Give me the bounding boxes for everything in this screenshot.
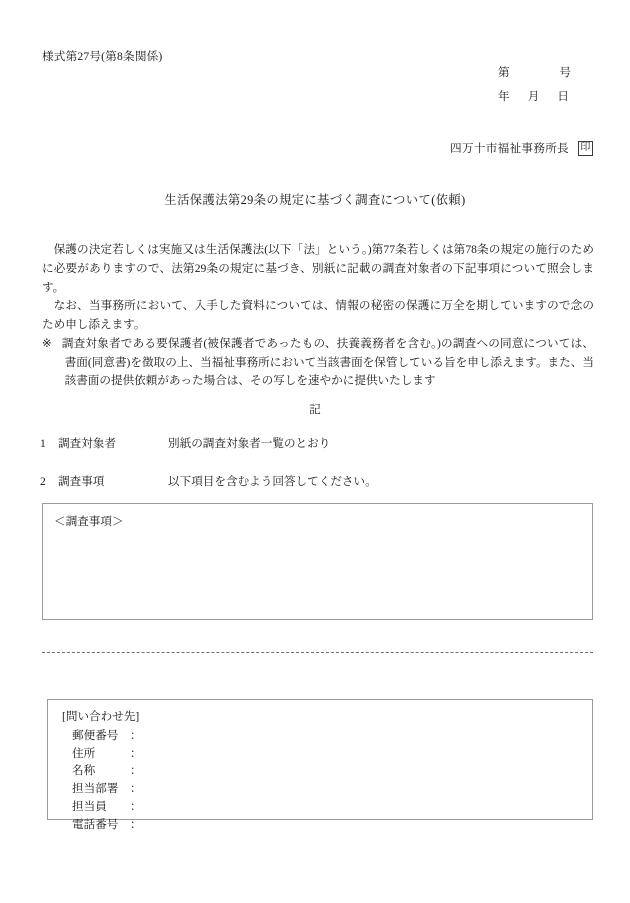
survey-items-label: ＜調査事項＞ xyxy=(54,515,124,528)
item-number: 2 xyxy=(40,475,46,488)
seal-icon: 印 xyxy=(578,141,593,156)
item-label: 調査事項 xyxy=(58,475,105,488)
addressee-line xyxy=(450,140,593,156)
form-number: 様式第27号(第8条関係) xyxy=(42,50,163,63)
number-suffix: 号 xyxy=(559,66,571,79)
page-title: 生活保護法第29条の規定に基づく調査について(依頼) xyxy=(164,193,466,207)
contact-field-colon: ： xyxy=(130,799,142,813)
contact-box xyxy=(47,699,593,831)
ki-marker: 記 xyxy=(309,403,321,416)
document-number-block xyxy=(470,64,595,104)
date-month-label: 月 xyxy=(527,90,540,103)
contact-field-label: 担当部署 xyxy=(72,782,119,796)
note-text: 調査対象者である要保護者(被保護者であったもの、扶養義務者を含む。)の調査への同意については、書面(同意書)を徴取の上、当福祉事務所において当該書面を保管している旨を申し添えます。また、当該書面の提供依頼があった場合は、その写しを速やかに提供いたします xyxy=(61,336,594,388)
note-mark: ※ xyxy=(42,336,62,350)
item-value: 以下項目を含むよう回答してください。 xyxy=(168,475,377,488)
item-label: 調査対象者 xyxy=(58,437,116,450)
date-year-label: 年 xyxy=(498,90,510,103)
document-number-line xyxy=(470,64,595,80)
item-list xyxy=(40,435,592,511)
list-item xyxy=(72,762,592,780)
date-day-label: 日 xyxy=(557,90,569,103)
list-item xyxy=(72,798,592,816)
item-value: 別紙の調査対象者一覧のとおり xyxy=(168,437,331,450)
contact-field-label: 名称 xyxy=(72,764,96,778)
contact-field-colon: ： xyxy=(130,729,142,742)
number-prefix: 第 xyxy=(498,66,510,79)
list-item xyxy=(72,745,592,763)
paragraph-2: なお、当事務所において、入手した資料については、情報の秘密の保護に万全を期していますので念のため申し添えます。 xyxy=(42,299,594,332)
contact-field-label: 住所 xyxy=(72,746,96,760)
table-row xyxy=(40,473,592,489)
list-item xyxy=(72,816,592,834)
contact-field-list xyxy=(62,727,592,833)
contact-title: [問い合わせ先] xyxy=(62,710,140,723)
body-text xyxy=(42,241,594,403)
contact-field-colon: ： xyxy=(130,817,142,831)
contact-field-label: 郵便番号 xyxy=(72,729,119,742)
item-number: 1 xyxy=(40,437,46,450)
contact-field-label: 担当員 xyxy=(72,799,107,813)
list-item xyxy=(72,780,592,798)
contact-field-label: 電話番号 xyxy=(72,817,119,831)
addressee-name: 四万十市福祉事務所長 xyxy=(450,142,569,155)
note-paragraph xyxy=(42,335,594,391)
survey-items-box[interactable] xyxy=(42,503,593,620)
contact-field-colon: ： xyxy=(130,746,142,760)
table-row xyxy=(40,435,592,451)
contact-field-colon: ： xyxy=(130,782,142,796)
document-date-line xyxy=(470,88,595,104)
list-item xyxy=(72,727,592,745)
cut-line-divider xyxy=(42,652,593,654)
contact-field-colon: ： xyxy=(130,764,142,778)
paragraph-1: 保護の決定若しくは実施又は生活保護法(以下「法」という。)第77条若しくは第78条の規定の施行のために必要がありますので、法第29条の規定に基づき、別紙に記載の調査対象者の下記事項について照会します。 xyxy=(42,243,594,294)
